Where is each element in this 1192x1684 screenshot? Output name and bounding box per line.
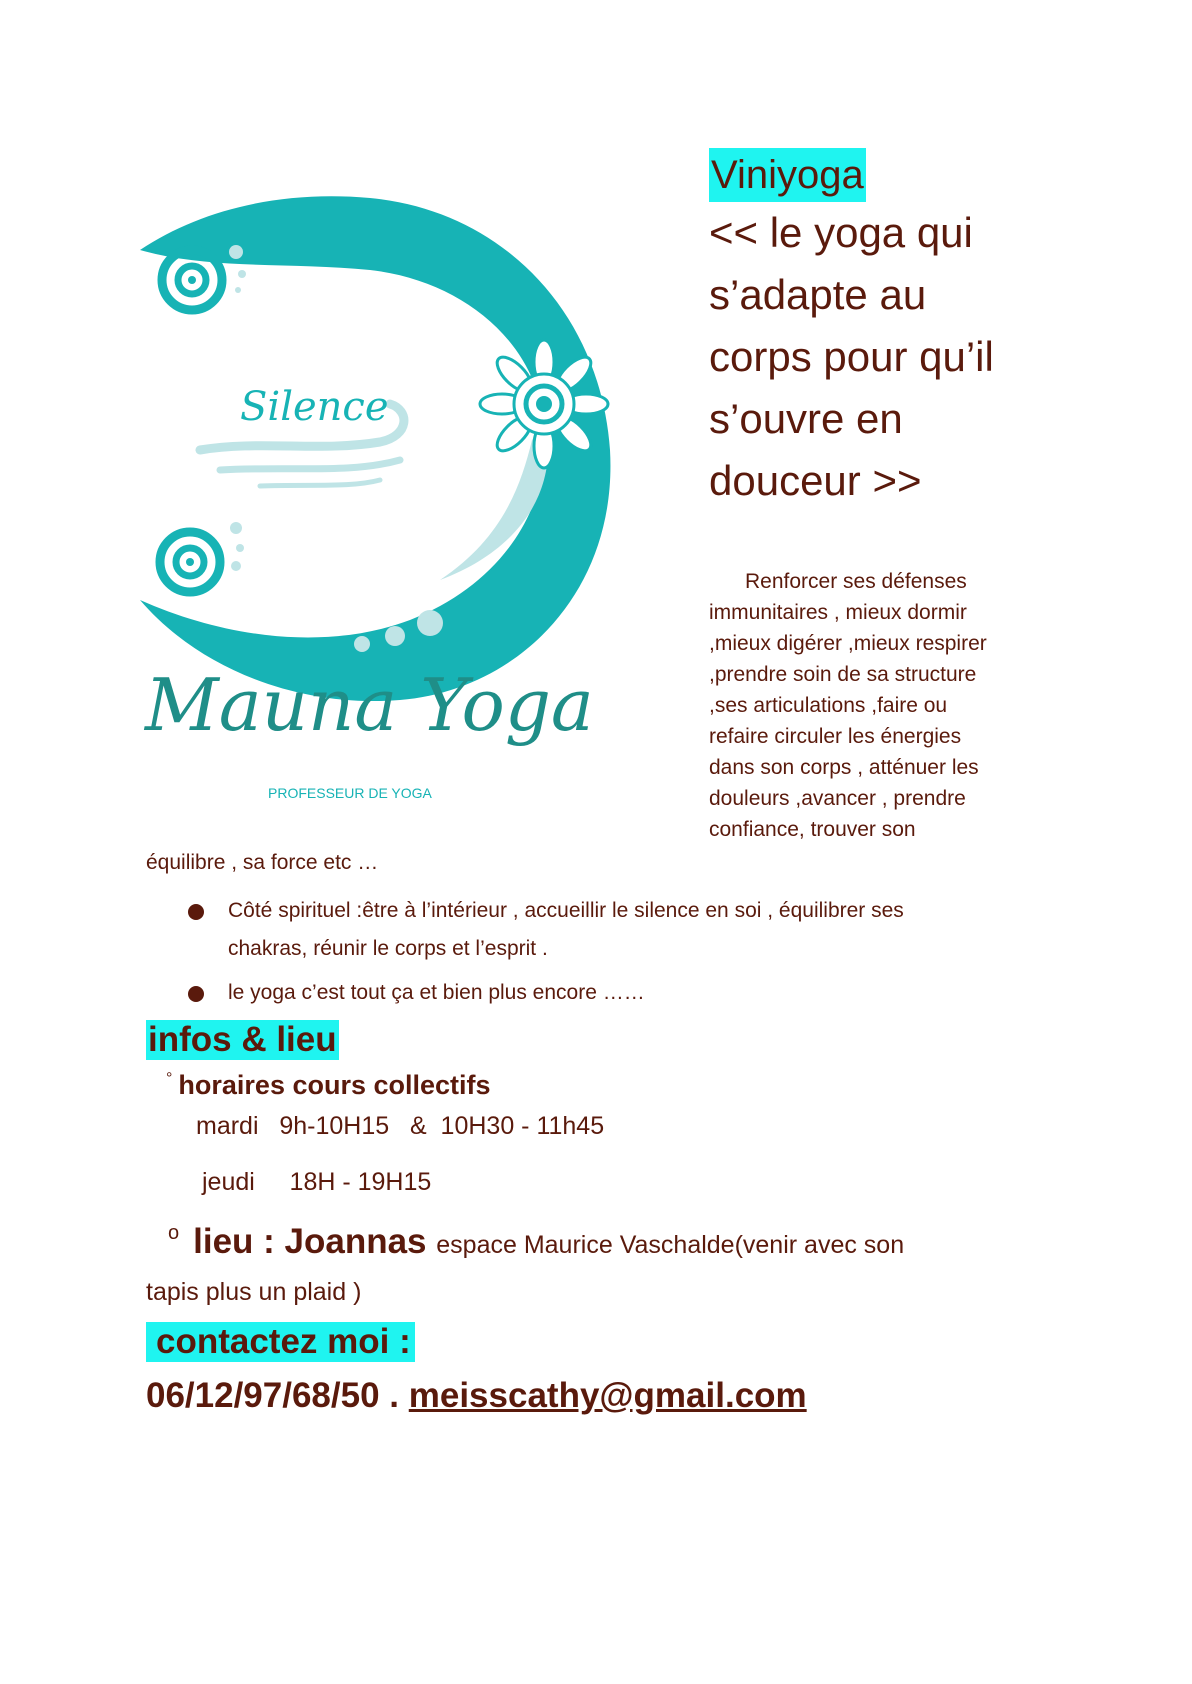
benefits-line: ,mieux digérer ,mieux respirer — [709, 632, 987, 655]
bullet-dot-icon — [188, 904, 204, 920]
quote-line-2: s’adapte au — [709, 271, 927, 318]
benefits-line: dans son corps , atténuer les — [709, 756, 979, 779]
benefits-line: confiance, trouver son — [709, 818, 916, 841]
ring-bullet-icon: o — [168, 1222, 180, 1244]
location-line — [168, 1222, 904, 1262]
benefits-line: ,prendre soin de sa structure — [709, 663, 977, 686]
bullet-text-line-1: Côté spirituel :être à l’intérieur , accueillir le silence en soi , équilibrer ses — [228, 899, 904, 922]
contact-separator: . — [379, 1376, 409, 1415]
benefits-line: douleurs ,avancer , prendre — [709, 787, 966, 810]
contact-heading: contactez moi : — [146, 1322, 415, 1362]
benefits-paragraph — [709, 566, 1054, 845]
schedule-thursday: jeudi 18H - 19H15 — [202, 1168, 432, 1196]
logo-script-word: Silence — [240, 384, 389, 430]
schedule-heading-text: horaires cours collectifs — [178, 1070, 491, 1100]
bottom-swirl-icon — [160, 532, 220, 592]
schedule-tuesday: mardi 9h-10H15 & 10H30 - 11h45 — [196, 1112, 605, 1140]
benefits-line: immunitaires , mieux dormir — [709, 601, 967, 624]
title-block — [709, 148, 1129, 512]
benefits-continuation: équilibre , sa force etc … — [146, 851, 379, 874]
quote-line-4: s’ouvre en — [709, 395, 903, 442]
location-continuation: tapis plus un plaid ) — [146, 1278, 362, 1306]
benefits-line: refaire circuler les énergies — [709, 725, 962, 748]
logo-brand-name: Mauna Yoga — [145, 663, 594, 747]
location-desc: espace Maurice Vaschalde(venir avec son — [436, 1231, 905, 1259]
contact-line — [146, 1376, 807, 1416]
quote-line-3: corps pour qu’il — [709, 333, 994, 380]
list-item — [188, 980, 1068, 1012]
benefits-line: ,ses articulations ,faire ou — [709, 694, 948, 717]
quote-line-1: << le yoga qui — [709, 209, 973, 256]
bullet-text-line-1: le yoga c’est tout ça et bien plus encore …… — [228, 981, 645, 1004]
mandala-icon — [480, 340, 608, 468]
benefits-first-line: Renforcer ses défenses — [745, 570, 967, 593]
bullet-text-line-2: chakras, réunir le corps et l’esprit . — [228, 937, 548, 960]
ring-bullet-icon: ° — [166, 1070, 173, 1087]
phone-number: 06/12/97/68/50 — [146, 1376, 380, 1415]
mauna-yoga-logo — [140, 190, 700, 810]
email-link[interactable]: meisscathy@gmail.com — [408, 1376, 807, 1415]
list-item — [188, 898, 1068, 968]
logo-brand-subtitle: PROFESSEUR DE YOGA — [268, 785, 432, 801]
infos-heading: infos & lieu — [148, 1020, 337, 1059]
quote-line-5: douceur >> — [709, 457, 922, 504]
bullet-list — [188, 898, 1068, 1024]
location-label: lieu : Joannas — [193, 1222, 427, 1261]
page-title: Viniyoga — [709, 148, 866, 202]
schedule-heading — [166, 1070, 491, 1101]
bullet-dot-icon — [188, 986, 204, 1002]
